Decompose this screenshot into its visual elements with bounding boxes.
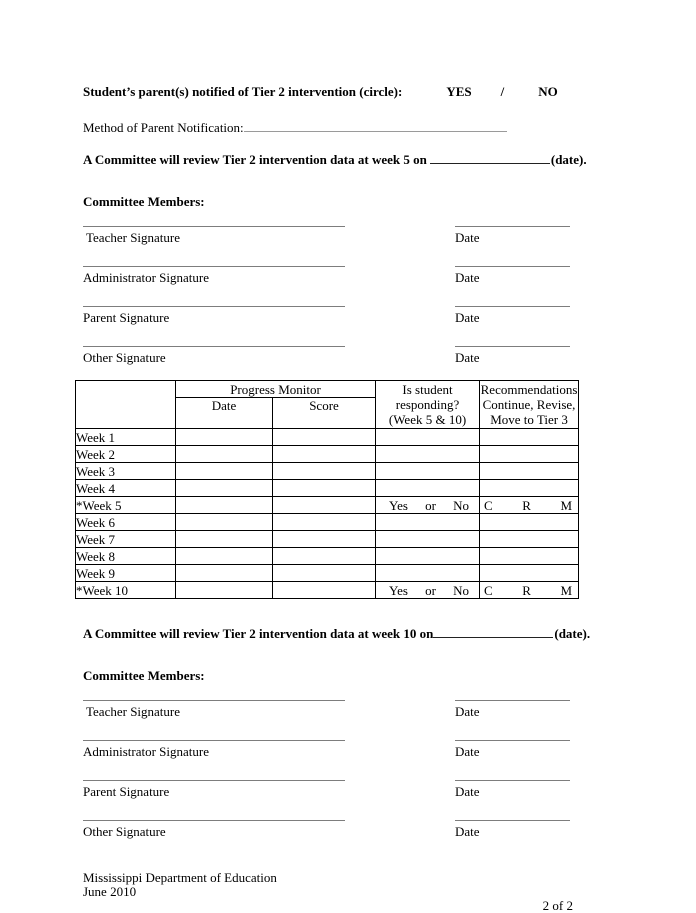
week-label-cell: Week 8 xyxy=(76,548,176,565)
teacher-date-field-2[interactable] xyxy=(455,699,570,701)
recommendations-header: Recommendations Continue, Revise, Move to Tier 3 xyxy=(480,382,578,427)
parent-signature-label-2: Parent Signature xyxy=(83,784,170,799)
page-footer xyxy=(83,871,578,913)
teacher-signature-label: Teacher Signature xyxy=(86,230,181,245)
date-cell[interactable] xyxy=(176,429,273,446)
parent-date-label: Date xyxy=(455,310,480,325)
continue-choice[interactable]: C xyxy=(484,497,493,513)
other-date-label: Date xyxy=(455,350,480,365)
parent-signature-row xyxy=(83,305,578,324)
footer-date: June 2010 xyxy=(83,884,137,899)
move-choice[interactable]: M xyxy=(560,497,573,513)
date-cell[interactable] xyxy=(176,531,273,548)
recommendation-cell[interactable] xyxy=(480,565,579,582)
teacher-signature-field[interactable] xyxy=(83,225,345,227)
date-cell[interactable] xyxy=(176,497,273,514)
recommendation-cell[interactable] xyxy=(480,514,579,531)
recommendation-cell[interactable] xyxy=(480,480,579,497)
week-label-cell: Week 1 xyxy=(76,429,176,446)
date-cell[interactable] xyxy=(176,480,273,497)
score-cell[interactable] xyxy=(273,565,376,582)
other-signature-row xyxy=(83,345,578,364)
continue-choice[interactable]: C xyxy=(484,582,493,598)
recommendation-cell[interactable] xyxy=(480,531,579,548)
administrator-signature-row-2 xyxy=(83,739,578,758)
yes-no-separator: / xyxy=(500,84,505,99)
parent-date-field-2[interactable] xyxy=(455,779,570,781)
or-text: or xyxy=(425,497,436,513)
review-week10-line xyxy=(83,623,591,642)
recommendation-cell[interactable] xyxy=(480,429,579,446)
yes-choice[interactable]: Yes xyxy=(389,497,408,513)
table-row-week6 xyxy=(76,514,579,531)
no-choice[interactable]: No xyxy=(453,582,470,598)
other-signature-field[interactable] xyxy=(83,345,345,347)
administrator-signature-row xyxy=(83,265,578,284)
review-week5-label: A Committee will review Tier 2 intervention data at week 5 on xyxy=(83,152,427,167)
week-label-cell: Week 9 xyxy=(76,565,176,582)
responding-cell[interactable] xyxy=(376,497,480,514)
page-number: 2 of 2 xyxy=(542,898,573,913)
table-row-week1 xyxy=(76,429,579,446)
signature-block-week5 xyxy=(83,225,578,364)
other-signature-row-2 xyxy=(83,819,578,838)
other-date-field-2[interactable] xyxy=(455,819,570,821)
table-row-week10 xyxy=(76,582,579,599)
administrator-date-field[interactable] xyxy=(455,265,570,267)
responding-cell[interactable] xyxy=(376,548,480,565)
other-date-label-2: Date xyxy=(455,824,480,839)
score-subheader: Score xyxy=(273,398,376,429)
review-week10-date-field[interactable] xyxy=(433,623,553,638)
teacher-signature-row-2 xyxy=(83,699,578,718)
teacher-date-field[interactable] xyxy=(455,225,570,227)
no-choice[interactable]: No xyxy=(453,497,470,513)
date-cell[interactable] xyxy=(176,548,273,565)
responding-cell[interactable] xyxy=(376,463,480,480)
other-signature-field-2[interactable] xyxy=(83,819,345,821)
progress-monitor-header: Progress Monitor xyxy=(176,381,376,398)
review-week10-date-suffix: (date). xyxy=(554,626,591,641)
table-row-week3 xyxy=(76,463,579,480)
responding-cell[interactable] xyxy=(376,565,480,582)
committee-members-heading-1: Committee Members: xyxy=(83,194,205,209)
teacher-date-label: Date xyxy=(455,230,480,245)
no-option[interactable]: NO xyxy=(538,84,558,99)
administrator-signature-field[interactable] xyxy=(83,265,345,267)
responding-cell[interactable] xyxy=(376,514,480,531)
other-signature-label-2: Other Signature xyxy=(83,824,166,839)
review-week5-line xyxy=(83,149,587,168)
responding-header: Is student responding? (Week 5 & 10) xyxy=(376,381,480,429)
administrator-signature-label-2: Administrator Signature xyxy=(83,744,210,759)
score-cell[interactable] xyxy=(273,531,376,548)
table-row-week9 xyxy=(76,565,579,582)
date-cell[interactable] xyxy=(176,582,273,599)
or-text: or xyxy=(425,582,436,598)
score-cell[interactable] xyxy=(273,497,376,514)
week-label-cell: Week 7 xyxy=(76,531,176,548)
responding-cell[interactable] xyxy=(376,429,480,446)
responding-cell[interactable] xyxy=(376,531,480,548)
week-label-cell: *Week 5 xyxy=(76,497,176,514)
move-choice[interactable]: M xyxy=(560,582,573,598)
review-week5-date-field[interactable] xyxy=(430,149,550,164)
week-label-cell: Week 3 xyxy=(76,463,176,480)
committee-members-heading-2: Committee Members: xyxy=(83,668,205,683)
administrator-date-label-2: Date xyxy=(455,744,480,759)
score-cell[interactable] xyxy=(273,548,376,565)
method-of-notification-field[interactable] xyxy=(244,117,507,132)
teacher-signature-field-2[interactable] xyxy=(83,699,345,701)
table-row-week5 xyxy=(76,497,579,514)
parent-date-field[interactable] xyxy=(455,305,570,307)
week-label-cell: Week 6 xyxy=(76,514,176,531)
teacher-signature-label-2: Teacher Signature xyxy=(86,704,181,719)
yes-option[interactable]: YES xyxy=(446,84,472,99)
recommendation-cell[interactable] xyxy=(480,497,579,514)
score-cell[interactable] xyxy=(273,446,376,463)
other-date-field[interactable] xyxy=(455,345,570,347)
parent-notified-label: Student’s parent(s) notified of Tier 2 intervention (circle): xyxy=(83,84,403,99)
table-row-week8 xyxy=(76,548,579,565)
administrator-date-label: Date xyxy=(455,270,480,285)
responding-cell[interactable] xyxy=(376,446,480,463)
review-week5-date-suffix: (date). xyxy=(550,152,587,167)
administrator-signature-label: Administrator Signature xyxy=(83,270,210,285)
responding-cell[interactable] xyxy=(376,582,480,599)
other-signature-label: Other Signature xyxy=(83,350,166,365)
score-cell[interactable] xyxy=(273,463,376,480)
parent-signature-row-2 xyxy=(83,779,578,798)
score-cell[interactable] xyxy=(273,429,376,446)
revise-choice[interactable]: R xyxy=(522,582,531,598)
recommendation-cell[interactable] xyxy=(480,548,579,565)
teacher-date-label-2: Date xyxy=(455,704,480,719)
footer-organization: Mississippi Department of Education xyxy=(83,870,277,885)
parent-signature-field-2[interactable] xyxy=(83,779,345,781)
parent-notified-line xyxy=(83,84,578,100)
table-row-week2 xyxy=(76,446,579,463)
score-cell[interactable] xyxy=(273,480,376,497)
recommendation-cell[interactable] xyxy=(480,463,579,480)
week-column-header xyxy=(76,381,176,429)
score-cell[interactable] xyxy=(273,514,376,531)
table-row-week4 xyxy=(76,480,579,497)
administrator-date-field-2[interactable] xyxy=(455,739,570,741)
week-label-cell: Week 4 xyxy=(76,480,176,497)
progress-monitor-table xyxy=(75,380,579,599)
revise-choice[interactable]: R xyxy=(522,497,531,513)
week-label-cell: *Week 10 xyxy=(76,582,176,599)
date-cell[interactable] xyxy=(176,463,273,480)
parent-signature-label: Parent Signature xyxy=(83,310,170,325)
signature-block-week10 xyxy=(83,699,578,838)
responding-cell[interactable] xyxy=(376,480,480,497)
date-cell[interactable] xyxy=(176,514,273,531)
date-cell[interactable] xyxy=(176,446,273,463)
recommendation-cell[interactable] xyxy=(480,582,579,599)
date-cell[interactable] xyxy=(176,565,273,582)
parent-date-label-2: Date xyxy=(455,784,480,799)
date-subheader: Date xyxy=(176,398,273,429)
teacher-signature-row xyxy=(83,225,578,244)
week-label-cell: Week 2 xyxy=(76,446,176,463)
review-week10-label: A Committee will review Tier 2 intervention data at week 10 on xyxy=(83,626,434,641)
yes-choice[interactable]: Yes xyxy=(389,582,408,598)
administrator-signature-field-2[interactable] xyxy=(83,739,345,741)
score-cell[interactable] xyxy=(273,582,376,599)
parent-signature-field[interactable] xyxy=(83,305,345,307)
table-row-week7 xyxy=(76,531,579,548)
method-of-notification-label: Method of Parent Notification: xyxy=(83,120,244,135)
recommendation-cell[interactable] xyxy=(480,446,579,463)
method-of-notification-line xyxy=(83,117,578,136)
